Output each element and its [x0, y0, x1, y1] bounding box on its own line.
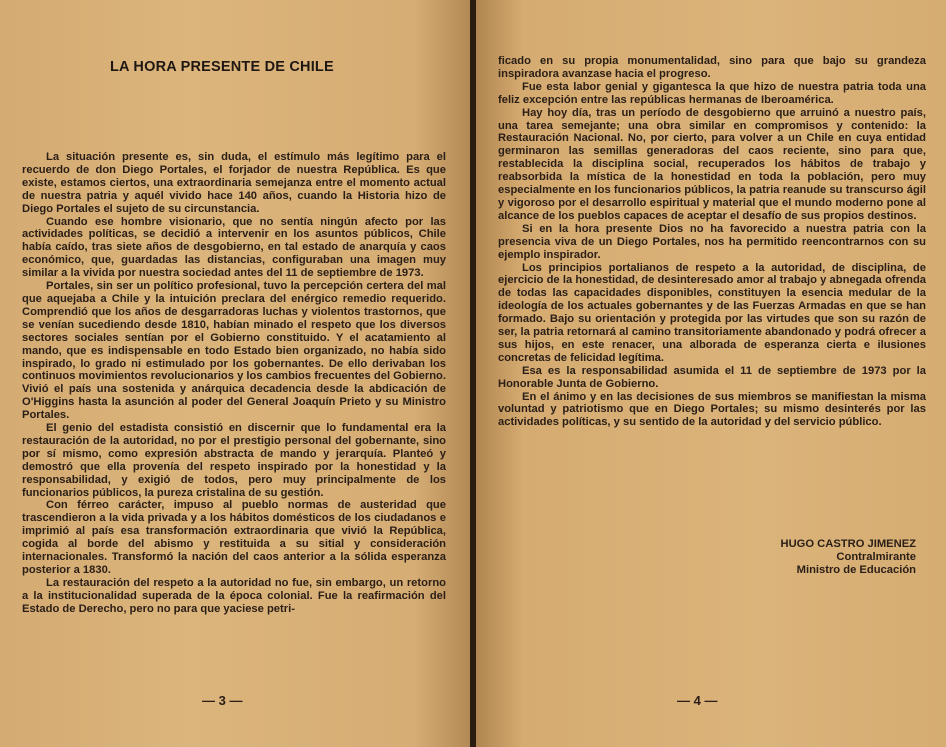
- paragraph: El genio del estadista consistió en discernir que lo fundamental era la restauración de la autoridad, no por el prestigio personal del gobernante, sino por sí mismo, como expresión abstracta de mando y jerarquía. Planteó y demostró que ella provenía del respeto inspirado por la honestidad y la responsabilidad, y exigió de todos, pero muy principalmente de los funcionarios públicos, la pureza cristalina de su gestión.: [22, 422, 446, 499]
- paragraph: Con férreo carácter, impuso al pueblo normas de austeridad que trascendieron a la vida privada y a los hábitos domésticos de los ciudadanos e imprimió al país esa transformación extraordinaria que vivió la República, cogida al borde del abismo y restituida a su sitial y consideración internacionales. Transformó la nación del caos anterior a la sólida esperanza posterior a 1830.: [22, 499, 446, 576]
- paragraph: ficado en su propia monumentalidad, sino para que bajo su grandeza inspiradora avanzase hacia el progreso.: [498, 55, 926, 80]
- paragraph: Cuando ese hombre visionario, que no sentía ningún afecto por las actividades políticas, se decidió a intervenir en los asuntos públicos, Chile había caído, tras siete años de desgobierno, en tal estado de anarquía y caos económico, que, guardadas las distancias, configuraban una imagen muy similar a la vivida por nuestra sociedad antes del 11 de septiembre de 1973.: [22, 215, 446, 280]
- paragraph: Hay hoy día, tras un período de desgobierno que arruinó a nuestro país, una tarea semejante; una obra similar en compromisos y contenido: la Restauración Nacional. No, por cierto, para volver a un Chile en cuya entidad germinaron las semillas generadoras del caos reciente, sino para que, restablecida la disciplina social, recuperados los hábitos de trabajo y reabsorbida la mística de la honestidad en toda la población, pero muy especialmente en los funcionarios públicos, la patria reanude su transcurso ágil y vigoroso por el desarrollo espiritual y material que el mundo moderno pone al alcance de los pueblos capaces de aceptar el desafío de sus propios destinos.: [498, 106, 926, 222]
- left-body-text: [22, 151, 446, 616]
- page-title: LA HORA PRESENTE DE CHILE: [110, 59, 334, 75]
- signature-name: HUGO CASTRO JIMENEZ: [780, 538, 916, 550]
- paragraph: Si en la hora presente Dios no ha favorecido a nuestra patria con la presencia viva de un Diego Portales, nos ha permitido reencontrarnos con su ejemplo inspirador.: [498, 222, 926, 261]
- signature-block: [736, 538, 916, 577]
- left-page: [0, 0, 470, 747]
- paragraph: Portales, sin ser un político profesional, tuvo la percepción certera del mal que aquejaba a Chile y la intuición preclara del enérgico remedio requerido. Comprendió que los años de desgarradoras luchas y violentos trastornos, que se venían sucediendo desde 1810, habían minado el respeto que los diversos sectores sociales sentían por el Gobierno constituido. Y el acatamiento al mando, que es indispensable en todo Estado bien organizado, no había sido inspirado, lo grado ni estimulado por los gobernantes. De ello derivaban los continuos movimientos revolucionarios y los cambios frecuentes del Gobierno. Vivió el país una sostenida y anárquica decadencia desde la abdicación de O'Higgins hasta la asunción al poder del General Joaquín Prieto y su Ministro Portales.: [22, 280, 446, 422]
- right-page: [476, 0, 946, 747]
- paragraph: Esa es la responsabilidad asumida el 11 de septiembre de 1973 por la Honorable Junta de Gobierno.: [498, 364, 926, 390]
- paragraph: Fue esta labor genial y gigantesca la que hizo de nuestra patria toda una feliz excepción entre las repúblicas hermanas de Iberoamérica.: [498, 80, 926, 106]
- right-body-text: [498, 55, 926, 429]
- paragraph: La restauración del respeto a la autoridad no fue, sin embargo, un retorno a la institucionalidad superada de la época colonial. Fue la reafirmación del Estado de Derecho, pero no para que yaciese petri-: [22, 576, 446, 615]
- signature-office: Ministro de Educación: [796, 564, 916, 576]
- signature-rank: Contralmirante: [836, 551, 916, 563]
- paragraph: En el ánimo y en las decisiones de sus miembros se manifiestan la misma voluntad y patriotismo que en Diego Portales; su mismo desinterés por las actividades políticas, y su sentido de la autoridad y del servicio público.: [498, 390, 926, 429]
- paragraph: La situación presente es, sin duda, el estímulo más legítimo para el recuerdo de don Diego Portales, el forjador de nuestra República. Es que existe, estamos ciertos, una extraordinaria semejanza entre el momento actual de nuestra patria y aquél vivido hace 140 años, cuando la Historia hizo de Diego Portales el sujeto de su circunstancia.: [22, 151, 446, 215]
- page-number: — 3 —: [202, 693, 243, 708]
- paragraph: Los principios portalianos de respeto a la autoridad, de disciplina, de ejercicio de la honestidad, de desinteresado amor al trabajo y abnegada ofrenda de todas las capacidades disponibles, constituyen la esencia medular de la ideología de los actuales gobernantes y de las Fuerzas Armadas en que se han formado. Bajo su orientación y protegida por las virtudes que son su razón de ser, la patria retornará al camino transitoriamente abandonado y podrá ofrecer a sus hijos, en este renacer, una alborada de esperanza cierta e ilusiones concretas de felicidad legítima.: [498, 261, 926, 364]
- page-number: — 4 —: [677, 693, 718, 708]
